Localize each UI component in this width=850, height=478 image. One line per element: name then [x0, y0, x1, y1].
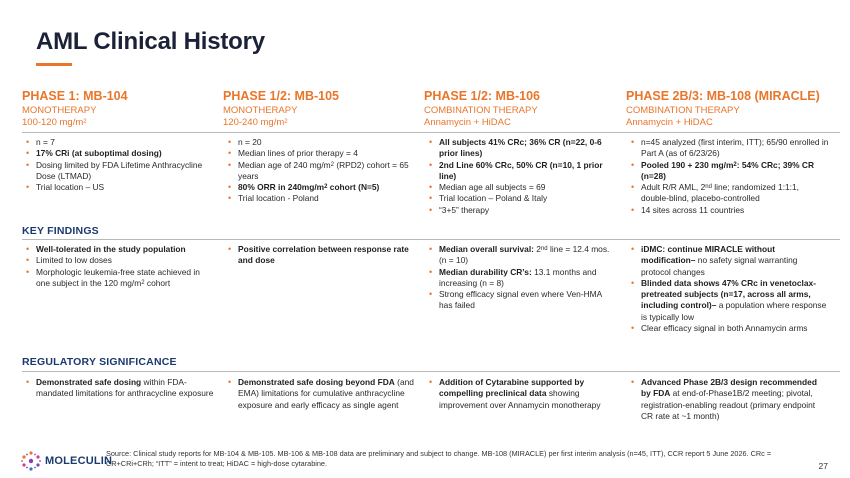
overview-mb104 — [26, 137, 214, 193]
list-item: • “3+5” therapy — [429, 205, 617, 216]
list-item: • Blinded data shows 47% CRc in venetoclax-pretreated subjects (n=17, across all arms, including control)– a population where response is typically low — [631, 278, 829, 323]
list-item: • n = 20 — [228, 137, 416, 148]
list-item: • Limited to low doses — [26, 255, 214, 266]
phase-type: MONOTHERAPY — [223, 105, 298, 116]
divider — [22, 239, 840, 240]
list-item: • Clear efficacy signal in both Annamycin arms — [631, 323, 829, 334]
phase-header-mb108 — [626, 89, 841, 129]
page-title: AML Clinical History — [36, 28, 265, 55]
list-item: • Trial location – US — [26, 182, 214, 193]
regulatory-mb108 — [631, 377, 829, 422]
overview-mb105 — [228, 137, 416, 205]
phase-dose: 120-240 $mg/m^2$ — [223, 117, 288, 128]
divider — [22, 371, 840, 372]
page-number: 27 — [818, 461, 828, 471]
phase-type: COMBINATION THERAPY — [626, 105, 740, 116]
list-item: • Median age all subjects = 69 — [429, 182, 617, 193]
list-item: • Median overall survival: 2nd line = 12.4 mos. (n = 10) — [429, 244, 617, 267]
list-item: • Morphologic leukemia-free state achieved in one subject in the 120 $mg/m^2$ cohort — [26, 267, 214, 290]
phase-header-mb106 — [424, 89, 624, 129]
list-item: • Pooled 190 + 230 $mg/m^2$: 54% CRc; 39% CR (n=28) — [631, 160, 829, 183]
list-item: • 80% ORR in $240mg/m^2$ cohort (N=5) — [228, 182, 416, 193]
list-item: • Advanced Phase 2B/3 design recommended by FDA at end-of-Phase1B/2 meeting; pivotal, registration-enabling readout (primary endpoint CR rate at ~1 month) — [631, 377, 829, 422]
list-item: • Demonstrated safe dosing beyond FDA (and EMA) limitations for cumulative anthracycline exposure and early efficacy as single agent — [228, 377, 416, 411]
findings-mb106 — [429, 244, 617, 312]
key-findings-heading: KEY FINDINGS — [22, 225, 99, 237]
regulatory-mb105 — [228, 377, 416, 411]
phase-dose: 100-120 $mg/m^2$ — [22, 117, 87, 128]
phase-name: PHASE 1/2: MB-106 — [424, 89, 541, 103]
list-item: • Adult R/R AML, 2nd line; randomized 1:1:1, double-blind, placebo-controlled — [631, 182, 829, 205]
list-item: • 14 sites across 11 countries — [631, 205, 829, 216]
list-item: • All subjects 41% CRc; 36% CR (n=22, 0-6 prior lines) — [429, 137, 617, 160]
list-item: • Positive correlation between response rate and dose — [228, 244, 416, 267]
regulatory-mb106 — [429, 377, 617, 411]
regulatory-heading: REGULATORY SIGNIFICANCE — [22, 356, 177, 368]
regulatory-mb104 — [26, 377, 214, 400]
phase-header-mb104 — [22, 89, 222, 129]
list-item: • n = 7 — [26, 137, 214, 148]
overview-mb108 — [631, 137, 829, 216]
list-item: • 17% CRi (at suboptimal dosing) — [26, 148, 214, 159]
moleculin-logo — [20, 450, 112, 472]
overview-mb106 — [429, 137, 617, 216]
molecule-icon — [20, 450, 42, 472]
list-item: • Trial location - Poland — [228, 193, 416, 204]
findings-mb104 — [26, 244, 214, 289]
list-item: • Dosing limited by FDA Lifetime Anthracycline Dose (LTMAD) — [26, 160, 214, 183]
findings-mb108 — [631, 244, 829, 334]
list-item: • n=45 analyzed (first interim, ITT); 65/90 enrolled in Part A (as of 6/23/26) — [631, 137, 829, 160]
list-item: • Median age of 240 $mg/m^2$ (RPD2) cohort = 65 years — [228, 160, 416, 183]
logo-text: MOLECULIN — [45, 455, 113, 467]
phase-type: MONOTHERAPY — [22, 105, 97, 116]
phase-type: COMBINATION THERAPY — [424, 105, 538, 116]
list-item: • iDMC: continue MIRACLE without modification– no safety signal warranting protocol changes — [631, 244, 829, 278]
list-item: • Demonstrated safe dosing within FDA-mandated limitations for anthracycline exposure — [26, 377, 214, 400]
source-note: Source: Clinical study reports for MB-104 & MB-105. MB-106 & MB-108 data are preliminary and subject to change. MB-108 (MIRACLE) per first interim analysis (n=45, ITT), CCR report 5 June 2026. CRc = CR+CRi+CRh; “ITT” = intent to treat; HiDAC = high-dose cytarabine. — [106, 449, 772, 468]
phase-dose: Annamycin + HiDAC — [626, 117, 713, 128]
phase-name: PHASE 2B/3: MB-108 (MIRACLE) — [626, 89, 820, 103]
list-item: • Median lines of prior therapy = 4 — [228, 148, 416, 159]
divider — [22, 132, 840, 133]
phase-name: PHASE 1/2: MB-105 — [223, 89, 340, 103]
list-item: • Well-tolerated in the study population — [26, 244, 214, 255]
list-item: • Median durability CR’s: 13.1 months and increasing (n = 8) — [429, 267, 617, 290]
title-underline — [36, 63, 72, 66]
phase-name: PHASE 1: MB-104 — [22, 89, 128, 103]
list-item: • Addition of Cytarabine supported by compelling preclinical data showing improvement over Annamycin monotherapy — [429, 377, 617, 411]
list-item: • Trial location – Poland & Italy — [429, 193, 617, 204]
list-item: • Strong efficacy signal even where Ven-HMA has failed — [429, 289, 617, 312]
phase-dose: Annamycin + HiDAC — [424, 117, 511, 128]
phase-header-mb105 — [223, 89, 423, 129]
list-item: • 2nd Line 60% CRc, 50% CR (n=10, 1 prior line) — [429, 160, 617, 183]
findings-mb105 — [228, 244, 416, 267]
